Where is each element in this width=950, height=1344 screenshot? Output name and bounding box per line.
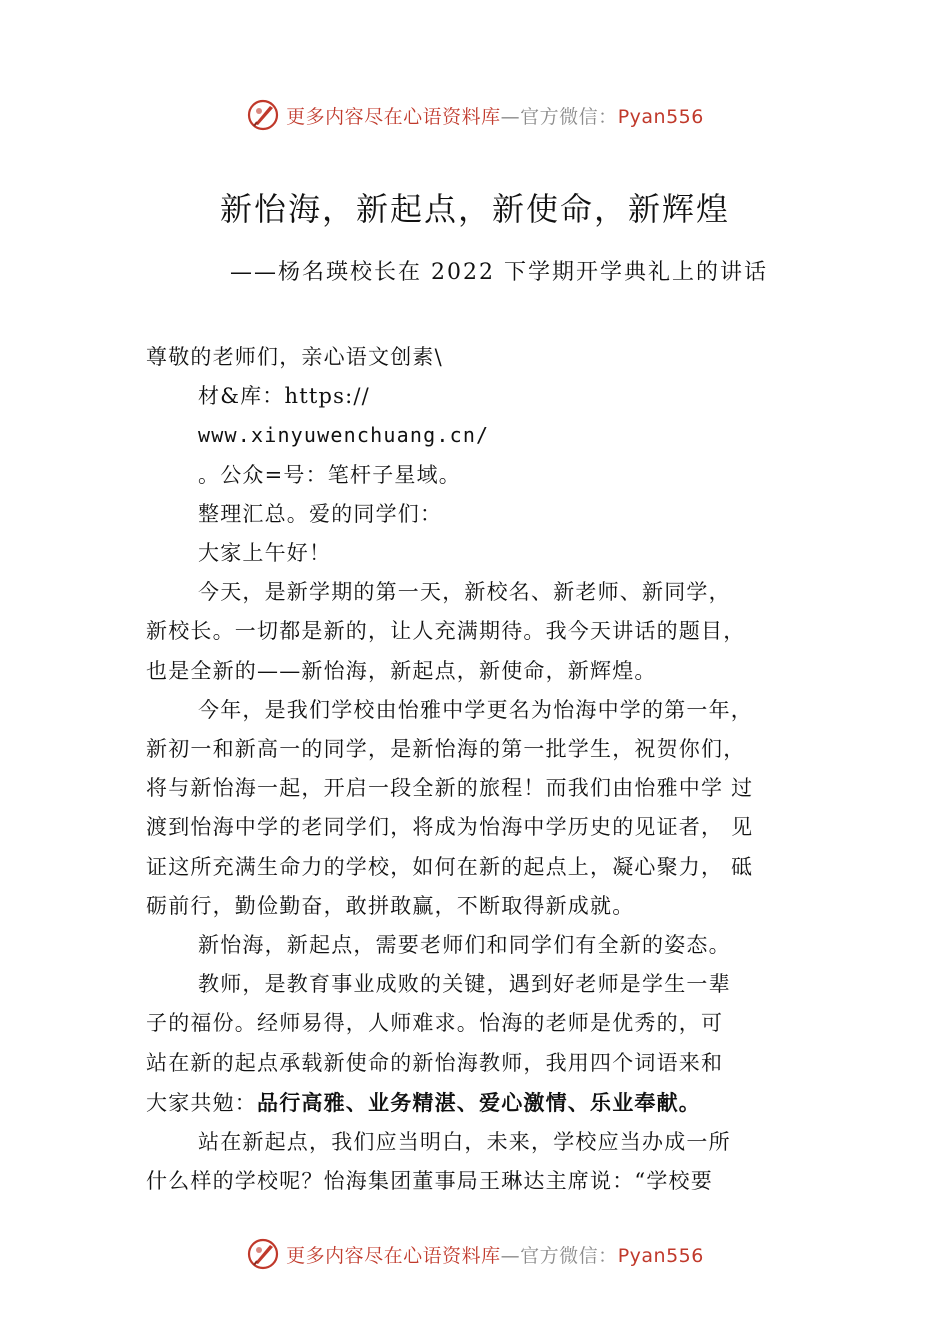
bold-motto: 品行高雅、业务精湛、爱心激情、乐业奉献。 — [257, 1089, 701, 1115]
body-line-lead: 大家共勉： — [146, 1090, 257, 1115]
body-line: 材&库：https:// — [198, 384, 370, 409]
body-line: 。公众=号：笔杆子星域。 — [198, 462, 461, 487]
footer-banner — [0, 1234, 950, 1274]
document-subtitle: ——杨名瑛校长在 2022 下学期开学典礼上的讲话 — [230, 260, 768, 285]
body-line — [146, 1083, 836, 1123]
banner-channel-text: 官方微信： — [520, 105, 618, 128]
body-line: 子的福份。经师易得，人师难求。怡海的老师是优秀的，可 — [146, 1011, 724, 1036]
body-line: 整理汇总。爱的同学们： — [198, 501, 443, 526]
body-line: 将与新怡海一起，开启一段全新的旅程！而我们由怡雅中学 过 — [146, 776, 754, 801]
body-line: 今天，是新学期的第一天，新校名、新老师、新同学， — [198, 580, 731, 605]
banner-text — [286, 1241, 704, 1268]
body-line: 站在新起点，我们应当明白，未来，学校应当办成一所 — [198, 1130, 731, 1155]
body-line: 新初一和新高一的同学，是新怡海的第一批学生，祝贺你们， — [146, 737, 746, 762]
banner-site-text: 更多内容尽在心语资料库 — [286, 1244, 501, 1267]
banner-text — [286, 102, 704, 129]
body-line: 也是全新的——新怡海，新起点，新使命，新辉煌。 — [146, 658, 657, 683]
banner-account: Pyan556 — [617, 1244, 704, 1267]
body-line: 证这所充满生命力的学校，如何在新的起点上，凝心聚力， 砥 — [146, 854, 754, 879]
body-line: 尊敬的老师们，亲心语文创素\ — [146, 345, 443, 369]
body-line: 什么样的学校呢？怡海集团董事局王琳达主席说：“学校要 — [146, 1169, 713, 1194]
header-banner — [0, 95, 950, 135]
banner-channel-text: 官方微信： — [520, 1244, 618, 1267]
banner-dash: — — [500, 1244, 521, 1267]
banner-site-text: 更多内容尽在心语资料库 — [286, 105, 501, 128]
greeting: 大家上午好！ — [198, 541, 332, 566]
body-line: 砺前行，勤俭勤奋，敢拼敢赢，不断取得新成就。 — [146, 893, 635, 918]
banner-account: Pyan556 — [617, 105, 704, 128]
quill-pen-seal-icon — [246, 98, 280, 132]
body-line: 今年，是我们学校由怡雅中学更名为怡海中学的第一年， — [198, 697, 753, 722]
body-line: 新怡海，新起点，需要老师们和同学们有全新的姿态。 — [198, 933, 731, 958]
body-line: 教师，是教育事业成败的关键，遇到好老师是学生一辈 — [198, 972, 731, 997]
body-line-url: www.xinyuwenchuang.cn/ — [198, 423, 490, 448]
document-body — [146, 338, 836, 1201]
body-line: 渡到怡海中学的老同学们，将成为怡海中学历史的见证者， 见 — [146, 815, 754, 840]
banner-dash: — — [500, 105, 521, 128]
body-line: 新校长。一切都是新的，让人充满期待。我今天讲话的题目， — [146, 619, 746, 644]
document-title: 新怡海，新起点，新使命，新辉煌 — [219, 190, 730, 228]
body-line: 站在新的起点承载新使命的新怡海教师，我用四个词语来和 — [146, 1050, 724, 1075]
quill-pen-seal-icon — [246, 1237, 280, 1271]
